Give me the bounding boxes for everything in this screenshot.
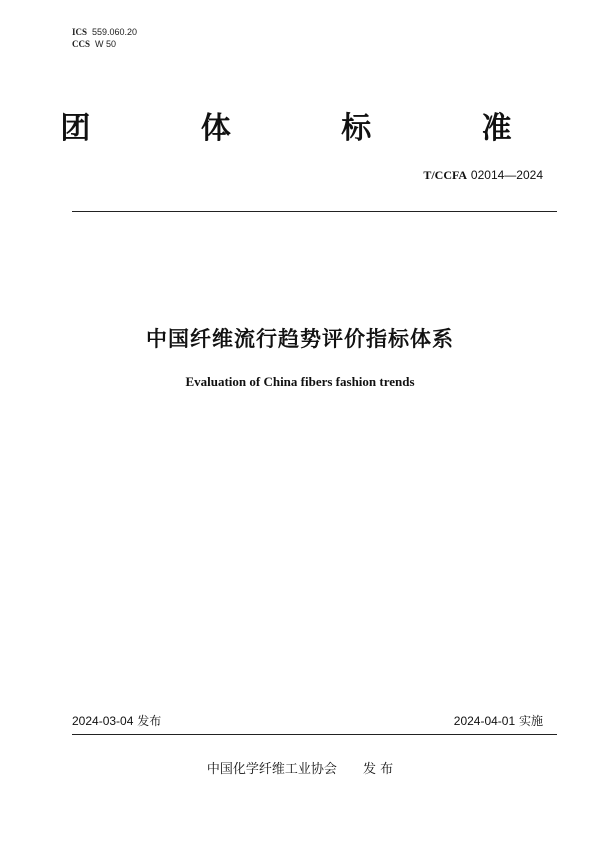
ics-label: ICS — [72, 27, 88, 37]
issuer-line — [0, 758, 600, 777]
bottom-divider — [72, 734, 557, 735]
implementation-date-line — [454, 712, 543, 729]
ccs-value: W 50 — [95, 39, 117, 49]
document-title-chinese: 中国纤维流行趋势评价指标体系 — [146, 327, 454, 351]
release-date-line — [72, 712, 161, 729]
implementation-label: 实施 — [518, 714, 543, 728]
ics-value: 559.060.20 — [92, 27, 138, 37]
implementation-date: 2024-04-01 — [453, 714, 516, 728]
standard-type-heading: 团 体 标 准 — [60, 111, 562, 146]
standard-number — [423, 168, 543, 183]
release-label: 发布 — [137, 714, 162, 728]
ics-code — [72, 26, 137, 38]
standard-number-prefix: T/CCFA — [423, 168, 468, 182]
classification-codes — [72, 26, 137, 50]
top-divider — [72, 211, 557, 212]
ccs-code — [72, 38, 137, 50]
issuer-action: 发 布 — [362, 762, 394, 777]
issuer-name: 中国化学纤维工业协会 — [206, 762, 337, 777]
ccs-label: CCS — [72, 39, 91, 49]
release-date: 2024-03-04 — [72, 714, 134, 728]
standard-number-value: 02014—2024 — [470, 168, 543, 182]
document-title-english: Evaluation of China fibers fashion trends — [185, 374, 415, 389]
